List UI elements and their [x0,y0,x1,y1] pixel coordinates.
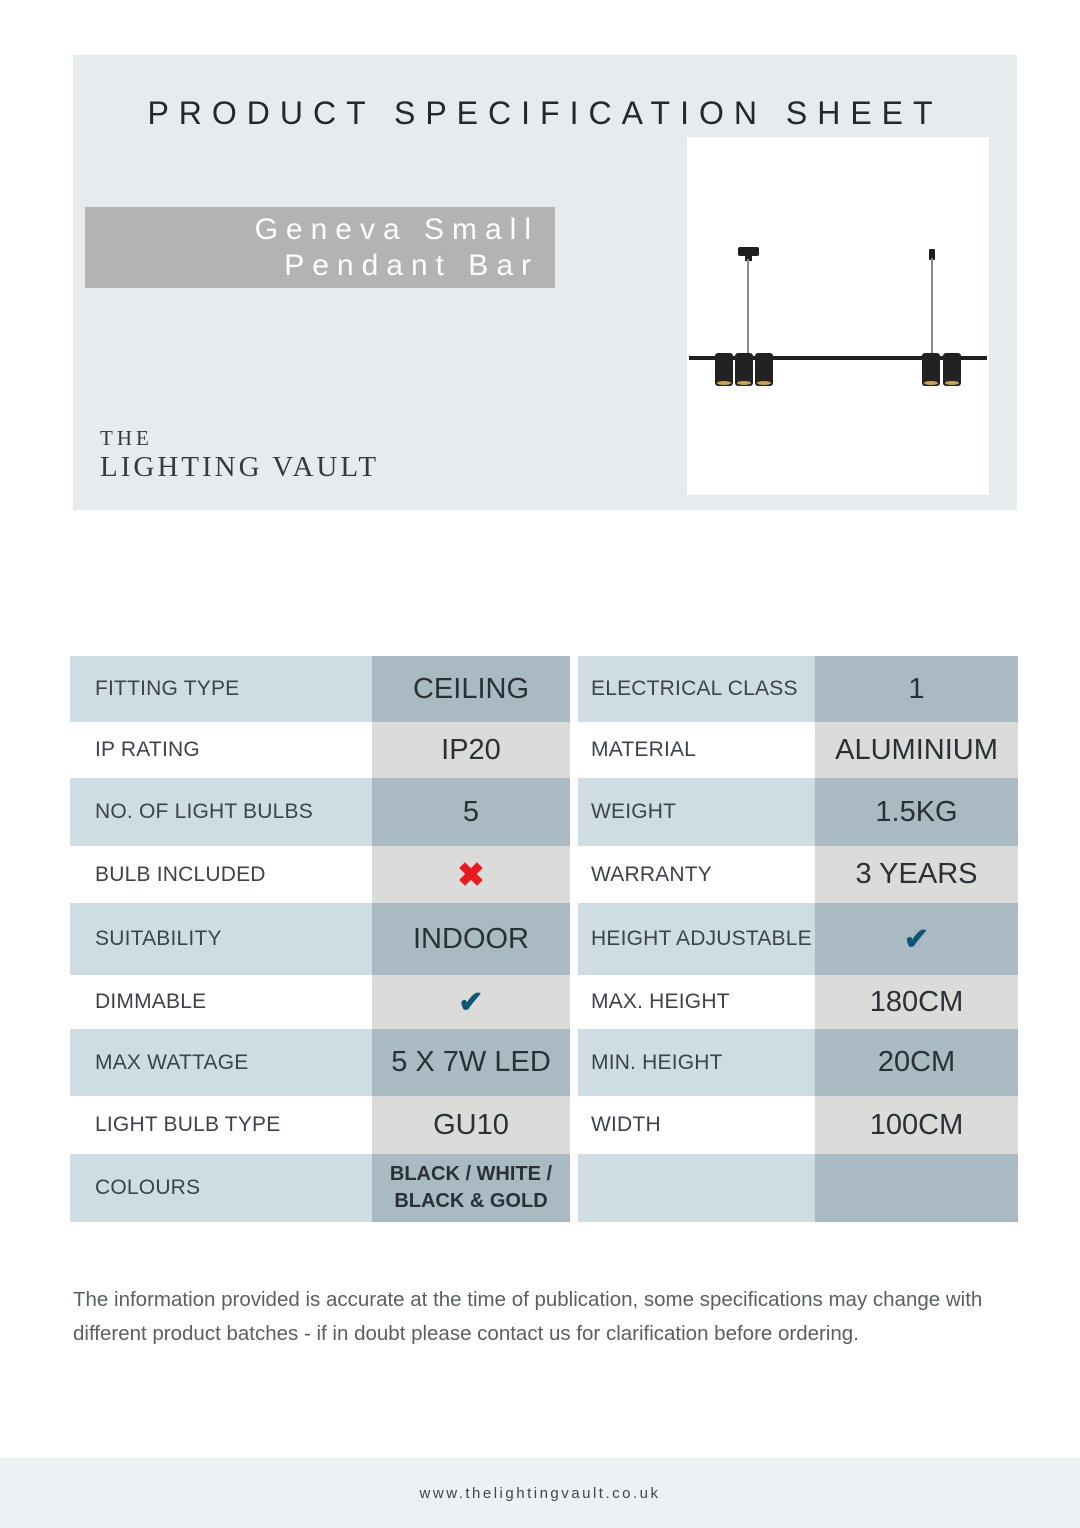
table-row [70,846,570,903]
spec-table-right [578,656,1018,1222]
spec-value-colours: BLACK / WHITE / BLACK & GOLD [372,1154,570,1222]
spec-label-width: WIDTH [591,1113,661,1136]
spec-value-light-bulb-type: GU10 [372,1096,570,1154]
product-name-box [85,207,555,288]
table-row [70,1096,570,1154]
table-row [70,778,570,846]
spec-value-max-wattage: 5 X 7W LED [372,1029,570,1096]
spec-table-left [70,656,570,1222]
table-row [578,722,1018,778]
website-link[interactable]: www.thelightingvault.co.uk [419,1484,661,1502]
spec-label-min-height: MIN. HEIGHT [578,1029,815,1096]
spec-label-height-adjustable: HEIGHT ADJUSTABLE [578,903,815,975]
brand-logo-line1: THE [100,426,153,450]
table-row [70,975,570,1029]
spec-label-empty [578,1154,815,1222]
spec-value-empty [815,1154,1018,1222]
footer-bar [0,1458,1080,1528]
spec-label-electrical-class: ELECTRICAL CLASS [578,656,815,722]
check-icon: ✔ [372,975,570,1029]
disclaimer-text: The information provided is accurate at the time of publication, some specifications may change with different product batches - if in doubt please contact us for clarification before ordering. [73,1288,983,1345]
gold-rim [945,381,959,385]
spec-label-ip-rating: IP RATING [95,738,200,761]
spec-value-weight: 1.5KG [815,778,1018,846]
spec-value-max-height: 180CM [815,975,1018,1029]
page-title: PRODUCT SPECIFICATION SHEET [147,95,943,131]
table-row [70,1154,570,1222]
table-row [70,656,570,722]
spec-value-fitting-type: CEILING [372,656,570,722]
table-row [70,903,570,975]
spec-label-warranty: WARRANTY [591,862,712,886]
spec-label-colours: COLOURS [70,1154,372,1222]
suspension-wire-left [747,259,749,358]
cross-icon: ✖ [372,846,570,903]
spec-value-width: 100CM [815,1096,1018,1154]
spec-label-no-of-light-bulbs: NO. OF LIGHT BULBS [70,778,372,846]
spotlight-cylinder [715,353,733,386]
spec-value-ip-rating: IP20 [372,722,570,778]
table-row [578,846,1018,903]
suspension-wire-right [931,258,933,358]
spec-value-electrical-class: 1 [815,656,1018,722]
ceiling-canopy-icon [738,247,759,256]
spec-label-dimmable: DIMMABLE [95,990,207,1013]
spotlight-cylinder [922,353,940,386]
header-panel [73,55,1017,510]
spotlight-cylinder [755,353,773,386]
gold-rim [924,381,938,385]
spotlight-cylinder [735,353,753,386]
brand-logo-line2: LIGHTING VAULT [100,451,380,483]
table-row-empty [578,1154,1018,1222]
spec-label-max-height: MAX. HEIGHT [591,990,730,1013]
spec-label-bulb-included: BULB INCLUDED [95,862,266,886]
spec-label-material: MATERIAL [591,738,697,761]
gold-rim [757,381,771,385]
spec-label-max-wattage: MAX WATTAGE [70,1029,372,1096]
table-row [578,903,1018,975]
gold-rim [717,381,731,385]
gold-rim [737,381,751,385]
spec-value-min-height: 20CM [815,1029,1018,1096]
spec-value-no-of-light-bulbs: 5 [372,778,570,846]
spec-label-suitability: SUITABILITY [70,903,372,975]
spec-label-weight: WEIGHT [578,778,815,846]
table-row [70,1029,570,1096]
spec-label-light-bulb-type: LIGHT BULB TYPE [95,1113,281,1136]
table-row [578,656,1018,722]
spec-label-fitting-type: FITTING TYPE [70,656,372,722]
spec-value-material: ALUMINIUM [815,722,1018,778]
product-name-line1: Geneva Small [254,213,539,246]
table-row [70,722,570,778]
product-image [687,137,989,495]
product-name-line2: Pendant Bar [284,249,539,282]
spec-value-suitability: INDOOR [372,903,570,975]
brand-logo [100,425,379,484]
table-row [578,975,1018,1029]
table-row [578,1029,1018,1096]
spotlight-cylinder [943,353,961,386]
check-icon: ✔ [815,903,1018,975]
table-row [578,778,1018,846]
table-row [578,1096,1018,1154]
spec-value-warranty: 3 YEARS [815,846,1018,903]
